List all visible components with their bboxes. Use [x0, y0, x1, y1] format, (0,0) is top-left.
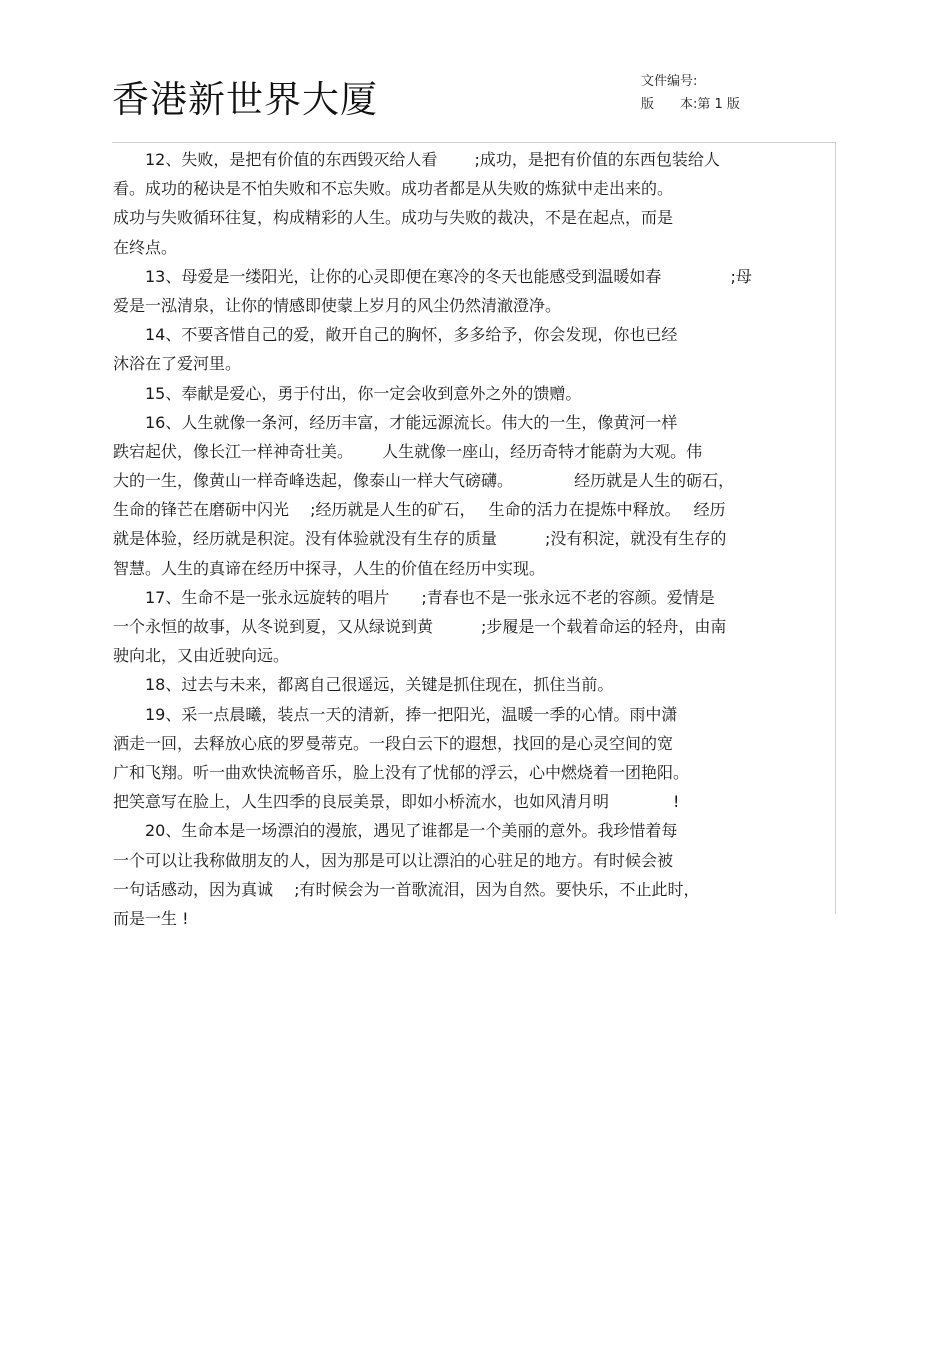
- version-value: 第 1 版: [697, 97, 740, 112]
- paragraph-p12: [113, 145, 853, 262]
- version-label: 版 本:: [641, 97, 698, 112]
- text-line: 一个永恒的故事，从冬说到夏，又从绿说到黄 ;步履是一个载着命运的轻舟，由南: [113, 617, 727, 636]
- document-title: 香港新世界大厦: [112, 78, 378, 121]
- text-line: 一个可以让我称做朋友的人，因为那是可以让漂泊的心驻足的地方。有时候会被: [113, 850, 674, 870]
- paragraph-p13: [113, 262, 853, 320]
- version-row: [641, 93, 740, 116]
- paragraph-p19: [113, 700, 853, 817]
- text-line: 生命的锋芒在磨砺中闪光 ;经历就是人生的矿石， 生命的活力在提炼中释放。 经历: [113, 500, 726, 520]
- paragraph-p15: [113, 379, 853, 408]
- text-line: 智慧。人生的真谛在经历中探寻，人生的价值在经历中实现。: [113, 558, 546, 578]
- text-line: 20、生命本是一场漂泊的漫旅，遇见了谁都是一个美丽的意外。我珍惜着每: [113, 821, 678, 841]
- text-line: 驶向北，又由近驶向远。: [113, 646, 290, 666]
- document-meta: [641, 70, 740, 116]
- text-line: 19、采一点晨曦，装点一天的清新，捧一把阳光，温暖一季的心情。雨中潇: [113, 704, 678, 724]
- file-number-row: [641, 70, 740, 93]
- text-line: 就是体验，经历就是积淀。没有体验就没有生存的质量 ;没有积淀，就没有生存的: [113, 529, 727, 549]
- text-line: 成功与失败循环往复，构成精彩的人生。成功与失败的裁决，不是在起点，而是: [113, 208, 674, 228]
- paragraph-p17: [113, 583, 853, 671]
- text-line: 洒走一回，去释放心底的罗曼蒂克。一段白云下的遐想，找回的是心灵空间的宽: [113, 733, 674, 753]
- text-line: 大的一生，像黄山一样奇峰迭起，像泰山一样大气磅礴。 经历就是人生的砺石，: [113, 471, 735, 491]
- text-line: 跌宕起伏，像长江一样神奇壮美。 人生就像一座山，经历奇特才能蔚为大观。伟: [113, 441, 703, 461]
- text-line: 沐浴在了爱河里。: [113, 354, 242, 374]
- document-body: [113, 145, 853, 933]
- text-line: 15、奉献是爱心，勇于付出，你一定会收到意外之外的馈赠。: [113, 383, 582, 403]
- paragraph-p16: [113, 408, 853, 583]
- text-line: 而是一生 !: [113, 908, 189, 928]
- text-line: 16、人生就像一条河，经历丰富，才能远源流长。伟大的一生，像黄河一样: [113, 412, 678, 432]
- paragraph-p14: [113, 320, 853, 378]
- paragraph-p18: [113, 670, 853, 699]
- text-line: 广和飞翔。听一曲欢快流畅音乐，脸上没有了忧郁的浮云，心中燃烧着一团艳阳。: [113, 762, 690, 782]
- text-line: 12、失败，是把有价值的东西毁灭给人看 ;成功，是把有价值的东西包装给人: [113, 150, 720, 169]
- paragraph-p20: [113, 816, 853, 933]
- text-line: 爱是一泓清泉，让你的情感即使蒙上岁月的风尘仍然清澈澄净。: [113, 295, 562, 315]
- text-line: 17、生命不是一张永远旋转的唱片 ;青春也不是一张永远不老的容颜。爱情是: [113, 587, 715, 607]
- text-line: 在终点。: [113, 237, 178, 257]
- text-line: 18、过去与未来，都离自己很遥远，关键是抓住现在，抓住当前。: [113, 675, 614, 695]
- text-line: 14、不要吝惜自己的爱，敞开自己的胸怀，多多给予，你会发现，你也已经: [113, 325, 678, 345]
- file-number-label: 文件编号:: [641, 74, 698, 89]
- text-line: 13、母爱是一缕阳光，让你的心灵即便在寒冷的冬天也能感受到温暖如春 ;母: [113, 266, 752, 286]
- text-line: 看。成功的秘诀是不怕失败和不忘失败。成功者都是从失败的炼狱中走出来的。: [113, 179, 674, 199]
- text-line: 一句话感动，因为真诚 ;有时候会为一首歌流泪，因为自然。要快乐，不止此时，: [113, 879, 700, 899]
- text-line: 把笑意写在脸上，人生四季的良辰美景，即如小桥流水，也如风清月明 !: [113, 792, 680, 812]
